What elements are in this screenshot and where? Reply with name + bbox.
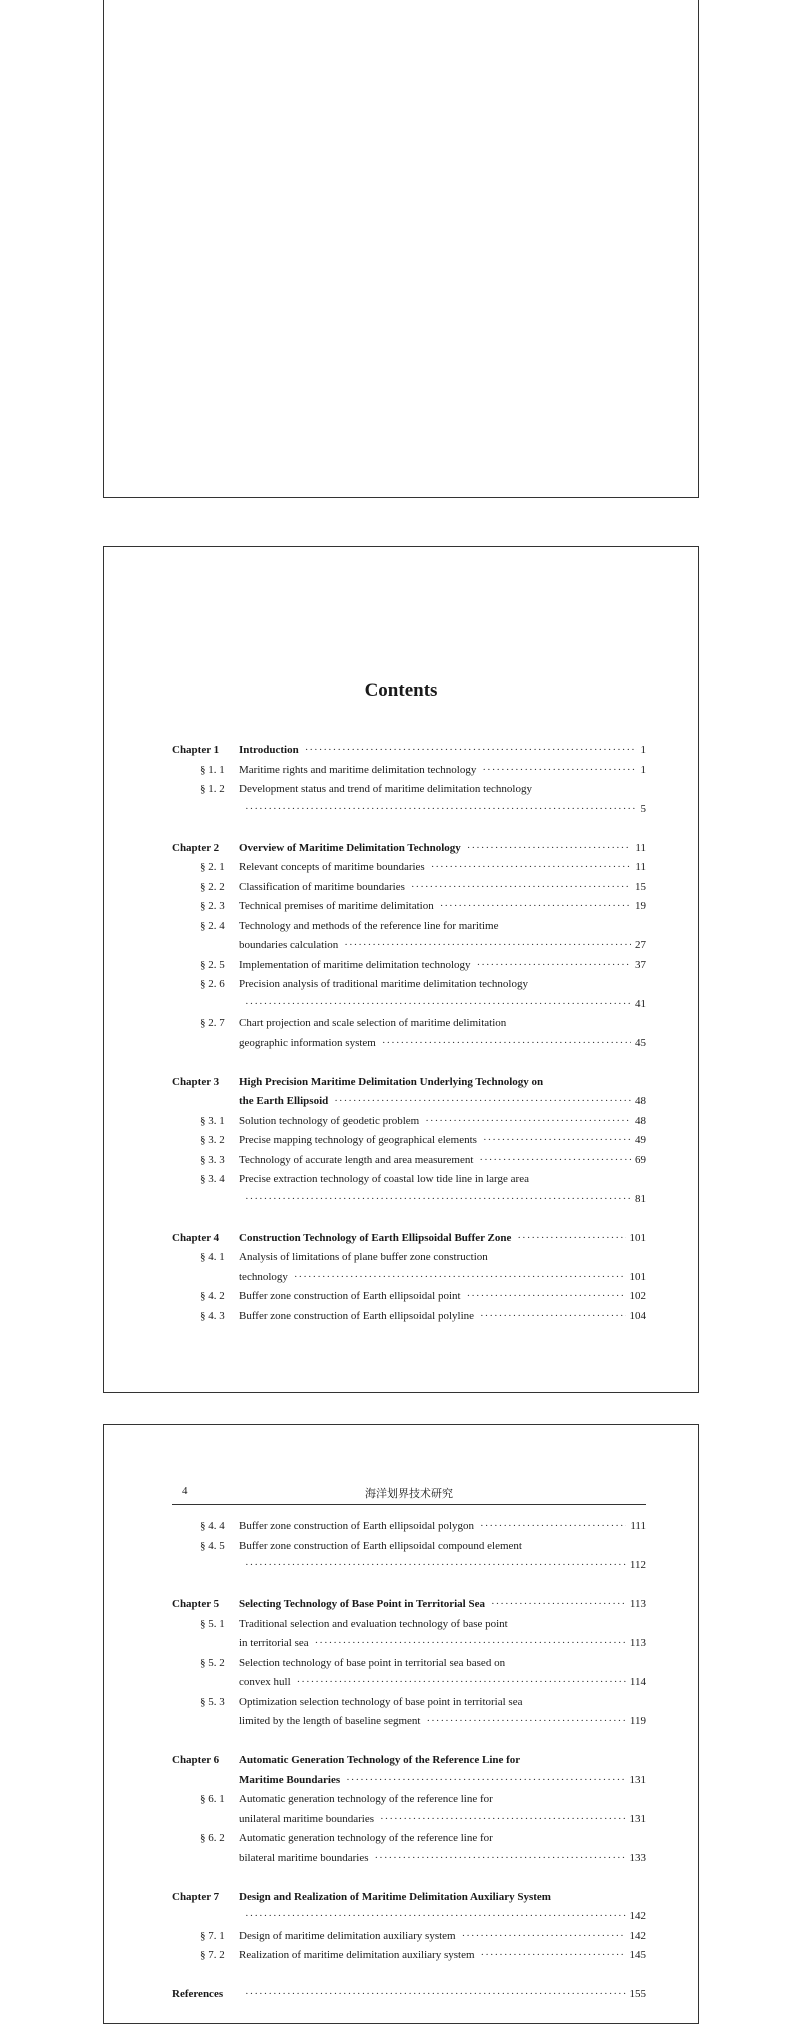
entry-number: § 6. 1 — [200, 1793, 225, 1805]
entry-page: 101 — [629, 1231, 646, 1244]
entry-title: geographic information system — [239, 1036, 376, 1049]
entry-page: 11 — [635, 861, 646, 873]
entry-page: 142 — [629, 1929, 646, 1942]
dot-leader — [375, 1849, 626, 1869]
entry-title: Buffer zone construction of Earth ellipsoidal point — [239, 1290, 461, 1302]
entry-number: § 2. 1 — [200, 861, 225, 873]
entry-number: § 4. 5 — [200, 1539, 225, 1552]
entry-page: 111 — [630, 1520, 646, 1532]
entry-number: Chapter 7 — [172, 1890, 220, 1903]
toc-line — [172, 1829, 646, 1849]
entry-number: § 2. 7 — [200, 1017, 225, 1029]
entry-title: Automatic generation technology of the reference line for — [239, 1793, 493, 1805]
entry-number: § 3. 3 — [200, 1153, 225, 1166]
toc-line — [172, 839, 646, 859]
dot-leader — [334, 1092, 631, 1112]
toc-line — [172, 1634, 646, 1654]
entry-title: Precise extraction technology of coastal low tide line in large area — [239, 1173, 529, 1185]
dot-leader — [477, 956, 631, 976]
entry-title: unilateral maritime boundaries — [239, 1812, 375, 1825]
entry-page: 102 — [629, 1290, 646, 1302]
entry-title: technology — [239, 1270, 288, 1283]
entry-title: bilateral maritime boundaries — [239, 1851, 369, 1864]
toc-line — [172, 1888, 646, 1908]
entry-number: § 1. 2 — [200, 783, 225, 795]
entry-title: Design of maritime delimitation auxiliary system — [239, 1929, 456, 1942]
toc-line — [172, 1307, 646, 1327]
entry-number: § 7. 2 — [200, 1949, 225, 1961]
entry-title: Buffer zone construction of Earth ellipsoidal compound element — [239, 1539, 522, 1552]
entry-page: 131 — [629, 1773, 646, 1786]
toc-line — [172, 1751, 646, 1771]
dot-leader — [440, 897, 631, 917]
entry-number: Chapter 5 — [172, 1598, 220, 1610]
contents-title: Contents — [364, 680, 438, 701]
entry-number: § 2. 2 — [200, 880, 225, 893]
toc-line — [172, 1229, 646, 1249]
dot-leader — [491, 1595, 626, 1615]
toc-line — [172, 897, 646, 917]
toc-line — [172, 995, 646, 1015]
toc-line — [172, 1112, 646, 1132]
chapter-block — [172, 1517, 646, 1576]
entry-title: Overview of Maritime Delimitation Technology — [239, 841, 461, 854]
toc-line — [172, 741, 646, 761]
entry-title: Selecting Technology of Base Point in Territorial Sea — [239, 1598, 485, 1610]
entry-page: 112 — [629, 1559, 646, 1571]
entry-page: 48 — [635, 1095, 646, 1107]
entry-number: Chapter 6 — [172, 1754, 220, 1766]
entry-page: 1 — [640, 744, 646, 756]
dot-leader — [467, 839, 632, 859]
entry-title: limited by the length of baseline segment — [239, 1715, 421, 1727]
dot-leader — [245, 800, 637, 820]
entry-number: § 2. 5 — [200, 958, 225, 971]
dot-leader — [431, 858, 632, 878]
dot-leader — [483, 1131, 631, 1151]
entry-number: § 3. 4 — [200, 1173, 225, 1185]
contents-page — [103, 546, 699, 1393]
dot-leader — [245, 1556, 626, 1576]
toc-line — [172, 1034, 646, 1054]
dot-leader — [245, 1907, 626, 1927]
entry-page: 19 — [635, 900, 646, 912]
header-page-number: 4 — [182, 1485, 188, 1497]
toc-line — [172, 1151, 646, 1171]
chapter-block — [172, 1985, 646, 2005]
toc-line — [172, 1268, 646, 1288]
toc-line — [172, 1537, 646, 1557]
entry-number: § 2. 6 — [200, 978, 225, 990]
dot-leader — [245, 1190, 631, 1210]
entry-number: Chapter 2 — [172, 841, 220, 854]
entry-page: 119 — [629, 1715, 646, 1727]
entry-page: 41 — [635, 997, 646, 1010]
toc-line — [172, 1287, 646, 1307]
entry-number: § 3. 2 — [200, 1134, 225, 1146]
entry-number: § 6. 2 — [200, 1832, 225, 1844]
entry-page: 11 — [635, 841, 646, 854]
entry-title: Optimization selection technology of base point in territorial sea — [239, 1695, 523, 1708]
entry-number: Chapter 1 — [172, 744, 220, 756]
toc-line — [172, 1654, 646, 1674]
entry-number: § 4. 4 — [200, 1520, 225, 1532]
dot-leader — [479, 1151, 631, 1171]
dot-leader — [411, 878, 631, 898]
entry-title: in territorial sea — [239, 1637, 309, 1649]
header-book-title: 海洋划界技术研究 — [365, 1488, 453, 1500]
entry-number: § 2. 4 — [200, 919, 225, 932]
toc-line — [172, 1771, 646, 1791]
toc-line — [172, 1248, 646, 1268]
toc-line — [172, 1907, 646, 1927]
entry-page: 113 — [629, 1637, 646, 1649]
chapter-block — [172, 839, 646, 1054]
entry-page: 131 — [629, 1812, 646, 1825]
dot-leader — [462, 1927, 626, 1947]
entry-page: 113 — [629, 1598, 646, 1610]
entry-title: Maritime Boundaries — [239, 1773, 341, 1786]
toc-line — [172, 1615, 646, 1635]
entry-number: § 7. 1 — [200, 1929, 225, 1942]
running-header — [172, 1485, 646, 1505]
entry-page: 37 — [635, 958, 646, 971]
entry-title: Technical premises of maritime delimitation — [239, 900, 434, 912]
toc-line — [172, 780, 646, 800]
entry-page: 101 — [629, 1270, 646, 1283]
toc-line — [172, 1595, 646, 1615]
entry-title: Precise mapping technology of geographical elements — [239, 1134, 477, 1146]
toc-line — [172, 975, 646, 995]
entry-title: Traditional selection and evaluation technology of base point — [239, 1617, 508, 1630]
entry-title: Construction Technology of Earth Ellipsoidal Buffer Zone — [239, 1231, 512, 1244]
dot-leader — [245, 1985, 626, 2005]
entry-title: Automatic Generation Technology of the Reference Line for — [239, 1754, 521, 1766]
toc-line — [172, 800, 646, 820]
entry-title: Solution technology of geodetic problem — [239, 1114, 420, 1127]
toc-line — [172, 936, 646, 956]
entry-title: Automatic generation technology of the reference line for — [239, 1832, 493, 1844]
entry-title: convex hull — [239, 1676, 291, 1688]
entry-title: Analysis of limitations of plane buffer zone construction — [239, 1251, 488, 1263]
toc-line — [172, 1790, 646, 1810]
entry-number: References — [172, 1988, 224, 2000]
dot-leader — [517, 1229, 625, 1249]
dot-leader — [480, 1517, 626, 1537]
entry-number: § 1. 1 — [200, 763, 225, 776]
entry-page: 104 — [629, 1309, 646, 1322]
dot-leader — [482, 761, 636, 781]
toc-line — [172, 917, 646, 937]
toc-line — [172, 1693, 646, 1713]
entry-title: Buffer zone construction of Earth ellipsoidal polygon — [239, 1520, 475, 1532]
toc-line — [172, 1073, 646, 1093]
entry-page: 114 — [629, 1676, 646, 1688]
toc-line — [172, 761, 646, 781]
entry-title: Introduction — [239, 744, 299, 756]
toc-line — [172, 1946, 646, 1966]
entry-title: Precision analysis of traditional maritime delimitation technology — [239, 978, 528, 990]
entry-title: Chart projection and scale selection of maritime delimitation — [239, 1017, 507, 1029]
entry-title: the Earth Ellipsoid — [239, 1095, 329, 1107]
entry-number: § 5. 3 — [200, 1695, 225, 1708]
entry-page: 69 — [635, 1153, 646, 1166]
chapter-block — [172, 1751, 646, 1868]
dot-leader — [346, 1771, 625, 1791]
entry-number: § 3. 1 — [200, 1114, 225, 1127]
dot-leader — [480, 1307, 625, 1327]
entry-page: 1 — [640, 763, 646, 776]
entry-title: Buffer zone construction of Earth ellipsoidal polyline — [239, 1309, 475, 1322]
entry-page: 142 — [629, 1910, 646, 1922]
entry-title: Technology of accurate length and area measurement — [239, 1153, 474, 1166]
toc-line — [172, 1927, 646, 1947]
dot-leader — [294, 1268, 626, 1288]
chapter-block — [172, 1073, 646, 1210]
entry-title: High Precision Maritime Delimitation Underlying Technology on — [239, 1075, 544, 1088]
entry-page: 5 — [640, 802, 646, 815]
chapter-block — [172, 1595, 646, 1732]
dot-leader — [382, 1034, 631, 1054]
entry-title: Design and Realization of Maritime Delimitation Auxiliary System — [239, 1890, 551, 1903]
toc-line — [172, 1673, 646, 1693]
chapter-block — [172, 1888, 646, 1966]
table-of-contents — [172, 741, 646, 1326]
entry-number: § 5. 1 — [200, 1617, 225, 1630]
entry-title: Maritime rights and maritime delimitation technology — [239, 763, 477, 776]
toc-line — [172, 1014, 646, 1034]
entry-title: boundaries calculation — [239, 939, 339, 951]
entry-title: Classification of maritime boundaries — [239, 880, 405, 893]
entry-number: § 4. 1 — [200, 1251, 225, 1263]
entry-page: 15 — [635, 880, 646, 893]
dot-leader — [344, 936, 631, 956]
entry-number: § 2. 3 — [200, 900, 225, 912]
toc-line — [172, 1190, 646, 1210]
entry-page: 49 — [635, 1134, 646, 1146]
entry-title: Technology and methods of the reference line for maritime — [239, 919, 499, 932]
entry-title: Development status and trend of maritime delimitation technology — [239, 783, 532, 795]
dot-leader — [467, 1287, 626, 1307]
entry-page: 48 — [635, 1114, 646, 1127]
dot-leader — [297, 1673, 626, 1693]
table-of-contents-continued — [172, 1517, 646, 2005]
toc-line — [172, 1849, 646, 1869]
entry-title: Selection technology of base point in territorial sea based on — [239, 1656, 506, 1669]
entry-title: Relevant concepts of maritime boundaries — [239, 861, 425, 873]
contents-page-continued — [103, 1424, 699, 2024]
entry-number: § 4. 2 — [200, 1290, 225, 1302]
toc-line — [172, 858, 646, 878]
entry-page: 155 — [629, 1988, 646, 2000]
dot-leader — [380, 1810, 625, 1830]
toc-line — [172, 1712, 646, 1732]
toc-line — [172, 1556, 646, 1576]
entry-page: 81 — [635, 1192, 646, 1205]
blank-page — [103, 0, 699, 498]
toc-line — [172, 1517, 646, 1537]
dot-leader — [426, 1712, 625, 1732]
entry-page: 133 — [629, 1851, 646, 1864]
toc-line — [172, 1170, 646, 1190]
toc-line — [172, 1985, 646, 2005]
toc-line — [172, 878, 646, 898]
dot-leader — [245, 995, 631, 1015]
dot-leader — [305, 741, 637, 761]
entry-number: Chapter 3 — [172, 1075, 220, 1088]
entry-title: Realization of maritime delimitation auxiliary system — [239, 1949, 475, 1961]
entry-title: Implementation of maritime delimitation technology — [239, 958, 471, 971]
entry-number: § 4. 3 — [200, 1309, 225, 1322]
toc-line — [172, 1092, 646, 1112]
entry-number: Chapter 4 — [172, 1231, 220, 1244]
dot-leader — [315, 1634, 626, 1654]
entry-page: 145 — [629, 1949, 646, 1961]
toc-line — [172, 956, 646, 976]
entry-page: 45 — [635, 1036, 646, 1049]
dot-leader — [425, 1112, 631, 1132]
entry-page: 27 — [635, 939, 646, 951]
toc-line — [172, 1810, 646, 1830]
chapter-block — [172, 1229, 646, 1327]
dot-leader — [481, 1946, 626, 1966]
entry-number: § 5. 2 — [200, 1656, 225, 1669]
chapter-block — [172, 741, 646, 819]
toc-line — [172, 1131, 646, 1151]
